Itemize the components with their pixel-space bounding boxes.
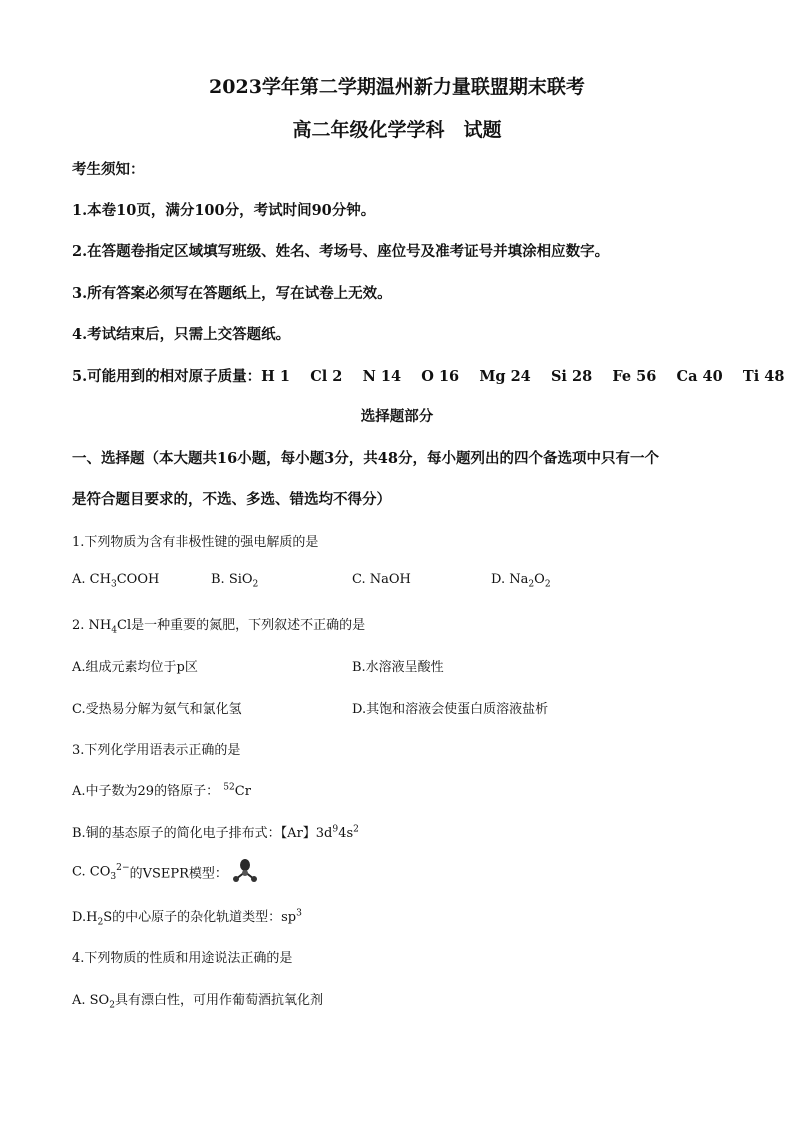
q2-option-a: A.组成元素均位于p区 bbox=[72, 660, 198, 675]
vsepr-model-icon bbox=[232, 858, 258, 886]
q2-option-c: C.受热易分解为氨气和氯化氢 bbox=[72, 702, 242, 717]
atomic-mass-ti: Ti 48 bbox=[742, 368, 785, 385]
atomic-mass-si: Si 28 bbox=[550, 368, 593, 385]
atomic-mass-mg: Mg 24 bbox=[479, 368, 531, 385]
section-title: 选择题部分 bbox=[360, 408, 434, 425]
q3-option-b: B.铜的基态原子的简化电子排布式：【Ar】$3d^94s^2$ bbox=[72, 824, 359, 841]
notice-heading: 考生须知： bbox=[72, 161, 145, 178]
notice-item-5 bbox=[72, 365, 784, 386]
q3-option-c: C. $CO_3^{2-}$的VSEPR模型： bbox=[72, 858, 258, 886]
q1-option-b: B. SiO$_2$ bbox=[211, 572, 259, 590]
atomic-mass-o: O 16 bbox=[421, 368, 460, 385]
atomic-mass-n: N 14 bbox=[362, 368, 402, 385]
q3-option-d: $D.H_2S$的中心原子的杂化轨道类型：$sp^3$ bbox=[72, 908, 302, 928]
q4-stem: 4.下列物质的性质和用途说法正确的是 bbox=[72, 951, 293, 966]
q1-option-c: C. NaOH bbox=[352, 572, 411, 587]
q1-stem: 1.下列物质为含有非极性键的强电解质的是 bbox=[72, 535, 319, 550]
q4-option-a: A. $SO_2$具有漂白性，可用作葡萄酒抗氧化剂 bbox=[72, 993, 324, 1011]
notice-item-1: 1.本卷10页，满分100分，考试时间90分钟。 bbox=[72, 202, 376, 219]
atomic-mass-label: 5.可能用到的相对原子质量： bbox=[72, 368, 262, 385]
notice-item-3: 3.所有答案必须写在答题纸上，写在试卷上无效。 bbox=[72, 285, 392, 302]
atomic-mass-fe: Fe 56 bbox=[612, 368, 657, 385]
atomic-mass-cl: Cl 2 bbox=[310, 368, 343, 385]
exam-title: 2023学年第二学期温州新力量联盟期末联考 bbox=[209, 76, 585, 98]
q3-option-a: A.中子数为29的铬原子： $^{52}$Cr bbox=[72, 782, 251, 799]
q2-option-d: D.其饱和溶液会使蛋白质溶液盐析 bbox=[352, 702, 549, 717]
part-heading-line2: 是符合题目要求的，不选、多选、错选均不得分） bbox=[72, 491, 391, 508]
part-heading-line1: 一、选择题（本大题共16小题，每小题3分，共48分，每小题列出的四个备选项中只有一个 bbox=[72, 450, 659, 467]
q2-option-b: B.水溶液呈酸性 bbox=[352, 660, 444, 675]
atomic-mass-ca: Ca 40 bbox=[676, 368, 723, 385]
q1-option-a: A. $CH_3COOH$ bbox=[72, 572, 160, 590]
q2-stem: 2. $NH_4Cl$是一种重要的氮肥，下列叙述不正确的是 bbox=[72, 618, 366, 636]
q1-option-d: D. $Na_2O_2$ bbox=[491, 572, 551, 590]
notice-item-2: 2.在答题卷指定区域填写班级、姓名、考场号、座位号及准考证号并填涂相应数字。 bbox=[72, 243, 610, 260]
atomic-mass-h: H 1 bbox=[261, 368, 290, 385]
exam-subtitle: 高二年级化学学科 试题 bbox=[292, 119, 502, 141]
q3-stem: 3.下列化学用语表示正确的是 bbox=[72, 743, 241, 758]
notice-item-4: 4.考试结束后，只需上交答题纸。 bbox=[72, 326, 291, 343]
